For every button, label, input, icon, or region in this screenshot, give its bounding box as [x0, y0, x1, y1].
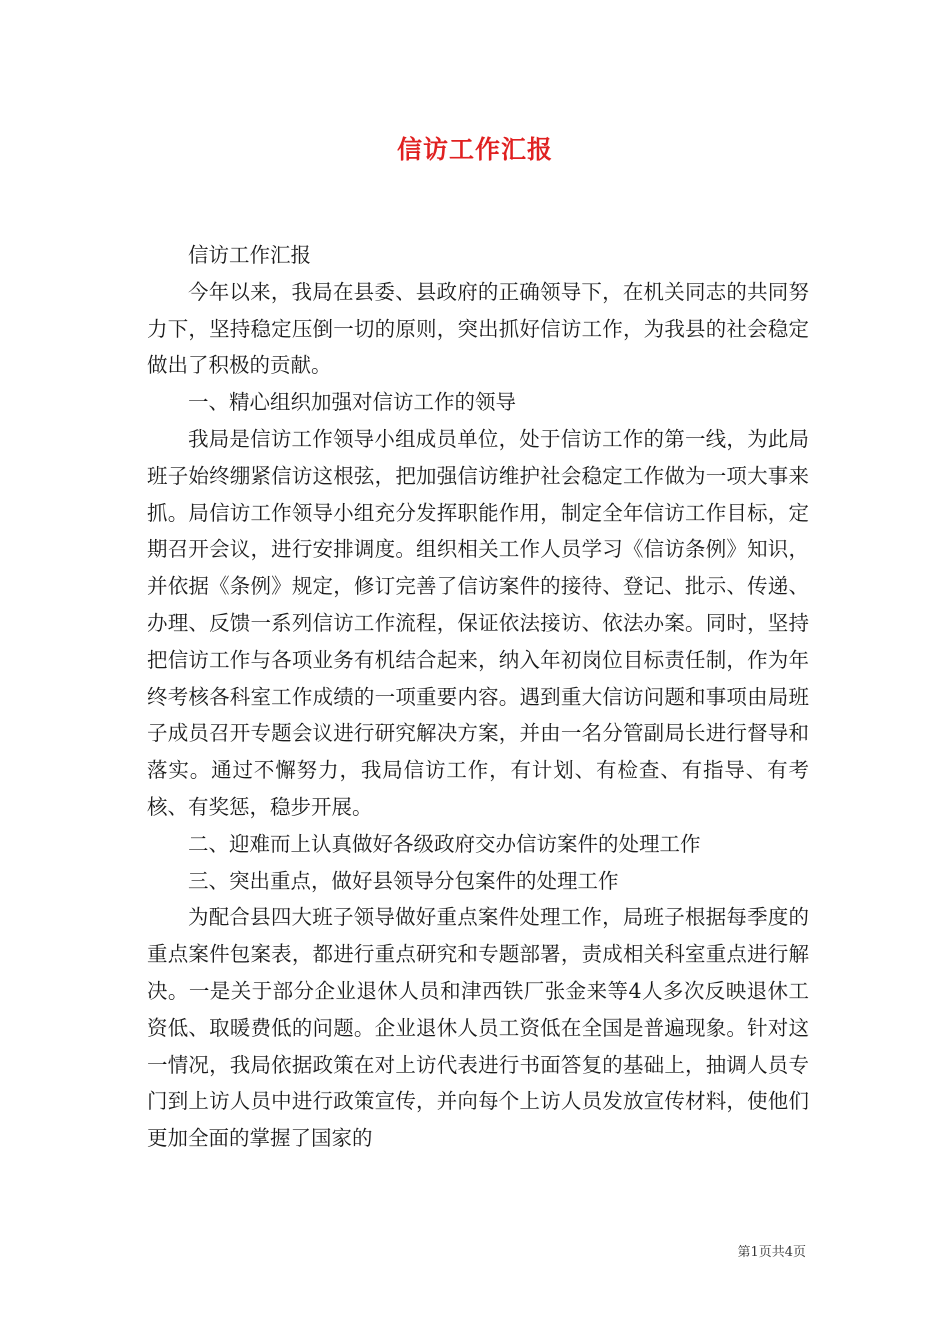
page-number-footer: 第1页共4页 [737, 1245, 806, 1260]
page-title: 信访工作汇报 [396, 135, 553, 164]
section-heading-1: 一、精心组织加强对信访工作的领导 [188, 390, 516, 415]
section-heading-2: 二、迎难而上认真做好各级政府交办信访案件的处理工作 [188, 831, 701, 856]
section-heading-3: 三、突出重点，做好县领导分包案件的处理工作 [188, 868, 619, 893]
paragraph-section-3: 为配合县四大班子领导做好重点案件处理工作，局班子根据每季度的重点案件包案表，都进行重点研究和专题部署，责成相关科室重点进行解决。一是关于部分企业退休人员和津西铁厂张金来等4人多次反映退休工资低、取暖费低的问题。企业退休人员工资低在全国是普遍现象。针对这一情况，我局依据政策在对上访代表进行书面答复的基础上，抽调人员专门到上访人员中进行政策宣传，并向每个上访人员发放宣传材料，使他们更加全面的掌握了国家的 [147, 905, 809, 1151]
document-body [147, 237, 809, 1157]
paragraph-heading: 信访工作汇报 [188, 243, 311, 267]
paragraph-section-1: 我局是信访工作领导小组成员单位，处于信访工作的第一线，为此局班子始终绷紧信访这根弦，把加强信访维护社会稳定工作做为一项大事来抓。局信访工作领导小组充分发挥职能作用，制定全年信访工作目标，定期召开会议，进行安排调度。组织相关工作人员学习《信访条例》知识，并依据《条例》规定，修订完善了信访案件的接待、登记、批示、传递、办理、反馈一系列信访工作流程，保证依法接访、依法办案。同时，坚持把信访工作与各项业务有机结合起来，纳入年初岗位目标责任制，作为年终考核各科室工作成绩的一项重要内容。遇到重大信访问题和事项由局班子成员召开专题会议进行研究解决方案，并由一名分管副局长进行督导和落实。通过不懈努力，我局信访工作，有计划、有检查、有指导、有考核、有奖惩，稳步开展。 [147, 426, 809, 819]
paragraph-intro: 今年以来，我局在县委、县政府的正确领导下，在机关同志的共同努力下，坚持稳定压倒一切的原则，突出抓好信访工作，为我县的社会稳定做出了积极的贡献。 [147, 279, 809, 378]
